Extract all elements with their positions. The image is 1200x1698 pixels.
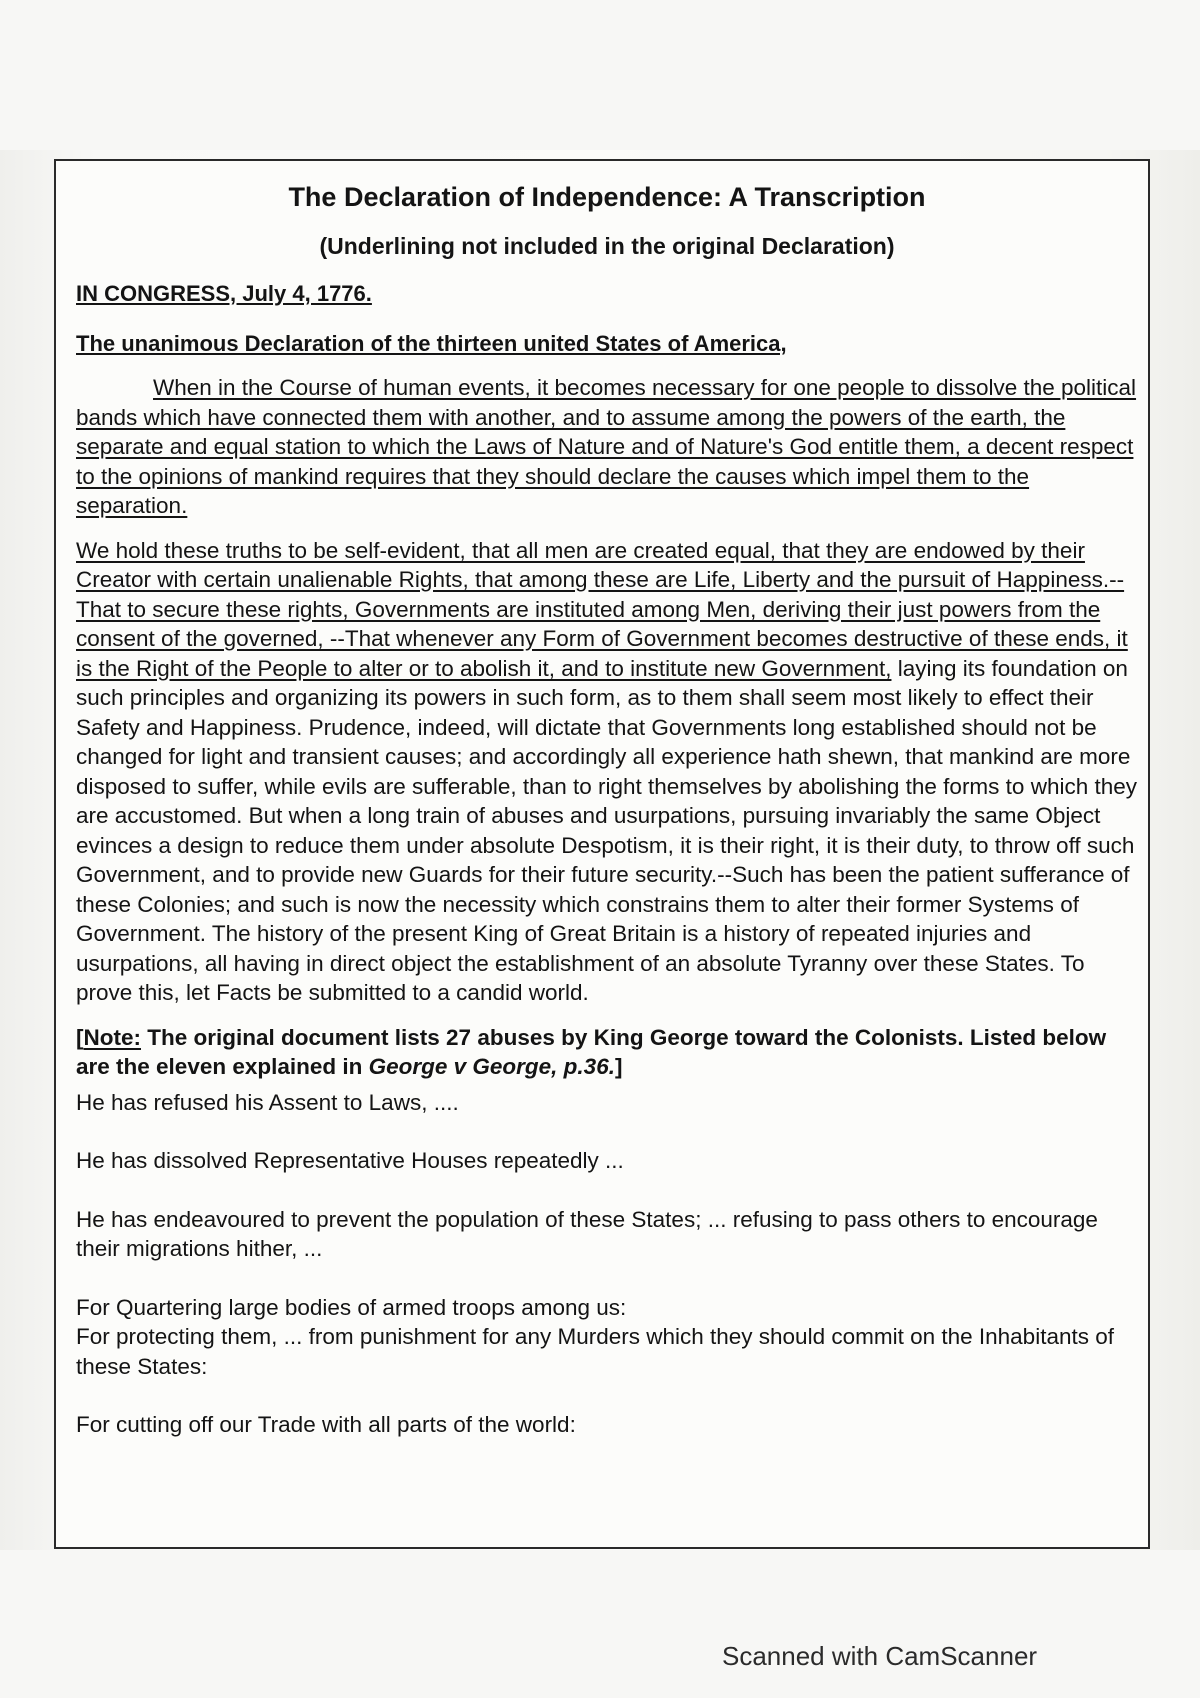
note-text: The original document lists 27 abuses by King George toward the Colonists. Listed below are the eleven explained in [76,1024,1107,1079]
note-label: Note: [83,1024,141,1050]
camscanner-watermark: Scanned with CamScanner [722,1641,1038,1671]
paragraph-preamble [76,373,1138,521]
congress-heading: IN CONGRESS, July 4, 1776. [76,281,372,306]
abuse-item: For cutting off our Trade with all parts of the world: [76,1412,576,1437]
paragraph-truths [76,536,1138,1008]
unanimous-heading: The unanimous Declaration of the thirteen united States of America, [76,331,787,356]
document-subtitle: (Underlining not included in the original Declaration) [319,233,895,259]
note-open-bracket: [ [76,1024,84,1050]
document-frame [54,159,1150,1549]
note-book-reference: George v George, p.36. [368,1054,615,1079]
document-title: The Declaration of Independence: A Transcription [288,182,926,212]
abuse-item: He has dissolved Representative Houses repeatedly ... [76,1148,624,1173]
abuse-item: He has endeavoured to prevent the population of these States; ... refusing to pass others to encourage their migrations hither, ... [76,1206,1098,1261]
abuse-item: For Quartering large bodies of armed troops among us: [76,1294,627,1320]
paragraph-truths-rest: laying its foundation on such principles and organizing its powers in such form, as to them shall seem most likely to effect their Safety and Happiness. Prudence, indeed, will dictate that Governments long established should not be changed for light and transient causes; and accordingly all experience hath shewn, that mankind are more disposed to suffer, while evils are sufferable, than to right themselves by abolishing the forms to which they are accustomed. But when a long train of abuses and usurpations, pursuing invariably the same Object evinces a design to reduce them under absolute Despotism, it is their right, it is their duty, to throw off such Government, and to provide new Guards for their future security.--Such has been the patient sufferance of these Colonies; and such is now the necessity which constrains them to alter their former Systems of Government. The history of the present King of Great Britain is a history of repeated injuries and usurpations, all having in direct object the establishment of an absolute Tyranny over these States. To prove this, let Facts be submitted to a candid world. [76,655,1137,1005]
note-close-bracket: ] [614,1054,623,1079]
editor-note [76,1023,1138,1082]
abuse-item: For protecting them, ... from punishment for any Murders which they should commit on the Inhabitants of these States: [76,1324,1114,1379]
paragraph-truths-underlined: We hold these truths to be self-evident, that all men are created equal, that they are endowed by their Creator with certain unalienable Rights, that among these are Life, Liberty and the pursuit of Happiness.--That to secure these rights, Governments are instituted among Men, deriving their just powers from the consent of the governed, --That whenever any Form of Government becomes destructive of these ends, it is the Right of the People to alter or to abolish it, and to institute new Government, [76,537,1128,681]
document-content [76,161,1138,1440]
abuse-item: He has refused his Assent to Laws, .... [76,1089,459,1115]
paragraph-preamble-text: When in the Course of human events, it becomes necessary for one people to dissolve the political bands which have connected them with another, and to assume among the powers of the earth, the separate and equal station to which the Laws of Nature and of Nature's God entitle them, a decent respect to the opinions of mankind requires that they should declare the causes which impel them to the separation. [76,375,1137,518]
